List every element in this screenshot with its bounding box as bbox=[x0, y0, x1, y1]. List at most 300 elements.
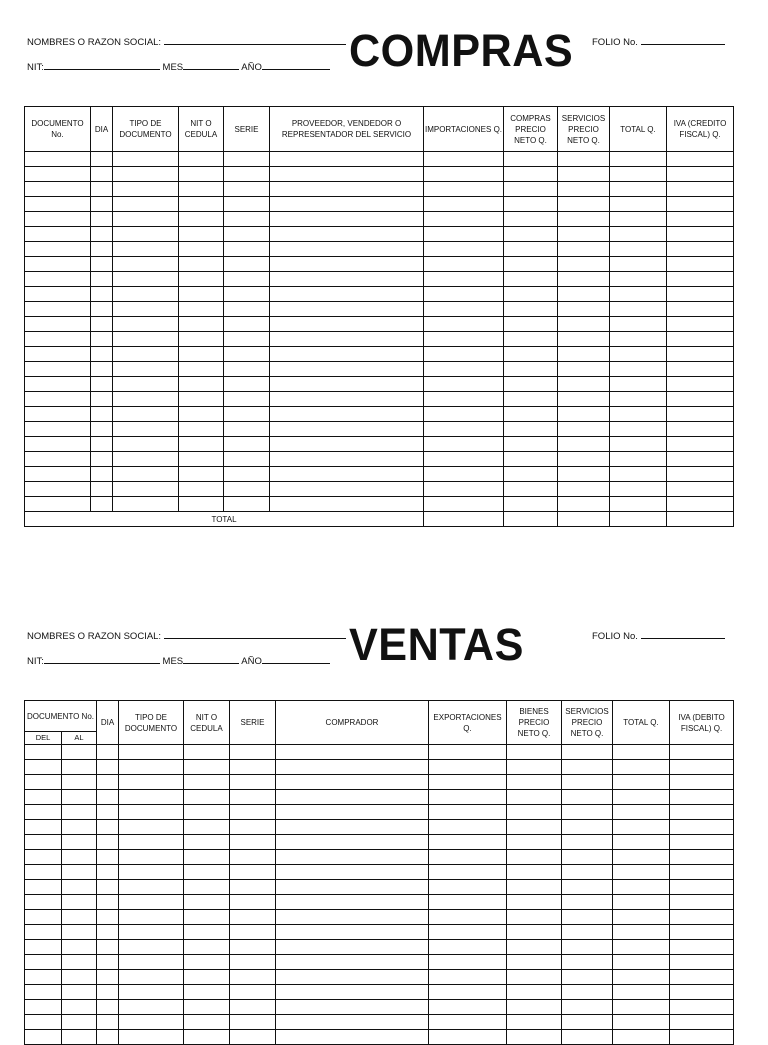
table-cell[interactable] bbox=[62, 835, 97, 850]
table-cell[interactable] bbox=[667, 392, 734, 407]
table-cell[interactable] bbox=[179, 272, 224, 287]
table-cell[interactable] bbox=[184, 865, 230, 880]
table-cell[interactable] bbox=[507, 880, 562, 895]
table-cell[interactable] bbox=[507, 895, 562, 910]
table-cell[interactable] bbox=[507, 955, 562, 970]
table-cell[interactable] bbox=[113, 197, 179, 212]
table-cell[interactable] bbox=[613, 820, 670, 835]
table-cell[interactable] bbox=[424, 212, 504, 227]
table-cell[interactable] bbox=[670, 775, 734, 790]
table-cell[interactable] bbox=[610, 242, 667, 257]
table-cell[interactable] bbox=[119, 955, 184, 970]
table-cell[interactable] bbox=[429, 940, 507, 955]
table-cell[interactable] bbox=[25, 880, 62, 895]
table-cell[interactable] bbox=[113, 377, 179, 392]
table-cell[interactable] bbox=[224, 287, 270, 302]
table-cell[interactable] bbox=[230, 835, 276, 850]
table-cell[interactable] bbox=[224, 347, 270, 362]
table-cell[interactable] bbox=[667, 227, 734, 242]
table-cell[interactable] bbox=[119, 970, 184, 985]
table-cell[interactable] bbox=[507, 775, 562, 790]
table-cell[interactable] bbox=[113, 452, 179, 467]
table-cell[interactable] bbox=[113, 332, 179, 347]
table-cell[interactable] bbox=[276, 775, 429, 790]
table-cell[interactable] bbox=[119, 1030, 184, 1045]
table-cell[interactable] bbox=[62, 880, 97, 895]
table-cell[interactable] bbox=[179, 437, 224, 452]
table-cell[interactable] bbox=[224, 407, 270, 422]
table-cell[interactable] bbox=[610, 497, 667, 512]
table-cell[interactable] bbox=[25, 865, 62, 880]
table-cell[interactable] bbox=[558, 332, 610, 347]
table-cell[interactable] bbox=[184, 895, 230, 910]
table-cell[interactable] bbox=[562, 940, 613, 955]
table-cell[interactable] bbox=[119, 865, 184, 880]
table-cell[interactable] bbox=[230, 850, 276, 865]
table-cell[interactable] bbox=[276, 955, 429, 970]
table-cell[interactable] bbox=[507, 940, 562, 955]
table-cell[interactable] bbox=[113, 362, 179, 377]
table-cell[interactable] bbox=[429, 1030, 507, 1045]
table-cell[interactable] bbox=[504, 212, 558, 227]
table-cell[interactable] bbox=[113, 347, 179, 362]
table-cell[interactable] bbox=[184, 940, 230, 955]
table-cell[interactable] bbox=[667, 152, 734, 167]
table-cell[interactable] bbox=[230, 910, 276, 925]
table-cell[interactable] bbox=[113, 242, 179, 257]
table-cell[interactable] bbox=[119, 835, 184, 850]
table-cell[interactable] bbox=[507, 1000, 562, 1015]
table-cell[interactable] bbox=[667, 257, 734, 272]
table-cell[interactable] bbox=[276, 985, 429, 1000]
table-cell[interactable] bbox=[558, 482, 610, 497]
table-cell[interactable] bbox=[184, 835, 230, 850]
table-cell[interactable] bbox=[270, 212, 424, 227]
table-cell[interactable] bbox=[610, 407, 667, 422]
table-cell[interactable] bbox=[113, 167, 179, 182]
table-cell[interactable] bbox=[179, 347, 224, 362]
table-cell[interactable] bbox=[184, 1030, 230, 1045]
table-cell[interactable] bbox=[558, 497, 610, 512]
table-cell[interactable] bbox=[610, 377, 667, 392]
total-iva-cell[interactable] bbox=[667, 512, 734, 527]
table-cell[interactable] bbox=[610, 212, 667, 227]
table-cell[interactable] bbox=[184, 925, 230, 940]
table-cell[interactable] bbox=[504, 392, 558, 407]
table-cell[interactable] bbox=[504, 422, 558, 437]
table-cell[interactable] bbox=[507, 760, 562, 775]
table-cell[interactable] bbox=[119, 820, 184, 835]
table-cell[interactable] bbox=[97, 790, 119, 805]
table-cell[interactable] bbox=[270, 302, 424, 317]
table-cell[interactable] bbox=[670, 910, 734, 925]
table-cell[interactable] bbox=[507, 925, 562, 940]
table-cell[interactable] bbox=[119, 850, 184, 865]
table-cell[interactable] bbox=[558, 302, 610, 317]
table-cell[interactable] bbox=[62, 865, 97, 880]
table-cell[interactable] bbox=[230, 985, 276, 1000]
table-cell[interactable] bbox=[667, 347, 734, 362]
table-cell[interactable] bbox=[97, 955, 119, 970]
table-cell[interactable] bbox=[230, 925, 276, 940]
table-cell[interactable] bbox=[179, 362, 224, 377]
table-cell[interactable] bbox=[25, 272, 91, 287]
table-cell[interactable] bbox=[113, 287, 179, 302]
table-cell[interactable] bbox=[230, 775, 276, 790]
table-cell[interactable] bbox=[504, 152, 558, 167]
table-cell[interactable] bbox=[270, 392, 424, 407]
table-cell[interactable] bbox=[179, 422, 224, 437]
anio-blank[interactable] bbox=[262, 654, 330, 664]
table-cell[interactable] bbox=[25, 910, 62, 925]
table-cell[interactable] bbox=[276, 805, 429, 820]
table-cell[interactable] bbox=[91, 287, 113, 302]
table-cell[interactable] bbox=[429, 1000, 507, 1015]
table-cell[interactable] bbox=[91, 197, 113, 212]
table-cell[interactable] bbox=[667, 167, 734, 182]
table-cell[interactable] bbox=[62, 805, 97, 820]
table-cell[interactable] bbox=[25, 895, 62, 910]
table-cell[interactable] bbox=[25, 407, 91, 422]
table-cell[interactable] bbox=[62, 940, 97, 955]
table-cell[interactable] bbox=[424, 197, 504, 212]
table-cell[interactable] bbox=[270, 347, 424, 362]
table-cell[interactable] bbox=[62, 820, 97, 835]
table-cell[interactable] bbox=[670, 805, 734, 820]
table-cell[interactable] bbox=[25, 212, 91, 227]
table-cell[interactable] bbox=[25, 377, 91, 392]
table-cell[interactable] bbox=[91, 497, 113, 512]
table-cell[interactable] bbox=[667, 377, 734, 392]
table-cell[interactable] bbox=[25, 805, 62, 820]
table-cell[interactable] bbox=[276, 850, 429, 865]
table-cell[interactable] bbox=[224, 482, 270, 497]
table-cell[interactable] bbox=[610, 257, 667, 272]
table-cell[interactable] bbox=[276, 790, 429, 805]
table-cell[interactable] bbox=[224, 332, 270, 347]
table-cell[interactable] bbox=[613, 865, 670, 880]
table-cell[interactable] bbox=[230, 1015, 276, 1030]
table-cell[interactable] bbox=[424, 182, 504, 197]
table-cell[interactable] bbox=[113, 227, 179, 242]
table-cell[interactable] bbox=[429, 970, 507, 985]
razon-social-blank[interactable] bbox=[164, 629, 346, 639]
table-cell[interactable] bbox=[113, 482, 179, 497]
table-cell[interactable] bbox=[113, 257, 179, 272]
table-cell[interactable] bbox=[119, 775, 184, 790]
table-cell[interactable] bbox=[91, 362, 113, 377]
table-cell[interactable] bbox=[179, 227, 224, 242]
table-cell[interactable] bbox=[562, 775, 613, 790]
table-cell[interactable] bbox=[667, 302, 734, 317]
table-cell[interactable] bbox=[184, 970, 230, 985]
table-cell[interactable] bbox=[558, 227, 610, 242]
table-cell[interactable] bbox=[224, 392, 270, 407]
table-cell[interactable] bbox=[667, 452, 734, 467]
table-cell[interactable] bbox=[91, 227, 113, 242]
table-cell[interactable] bbox=[184, 1000, 230, 1015]
table-cell[interactable] bbox=[424, 152, 504, 167]
table-cell[interactable] bbox=[230, 760, 276, 775]
table-cell[interactable] bbox=[25, 452, 91, 467]
table-cell[interactable] bbox=[25, 362, 91, 377]
table-cell[interactable] bbox=[230, 820, 276, 835]
table-cell[interactable] bbox=[97, 805, 119, 820]
table-cell[interactable] bbox=[224, 497, 270, 512]
table-cell[interactable] bbox=[610, 347, 667, 362]
table-cell[interactable] bbox=[25, 332, 91, 347]
table-cell[interactable] bbox=[113, 182, 179, 197]
mes-blank[interactable] bbox=[183, 60, 239, 70]
table-cell[interactable] bbox=[91, 302, 113, 317]
table-cell[interactable] bbox=[610, 197, 667, 212]
table-cell[interactable] bbox=[62, 790, 97, 805]
table-cell[interactable] bbox=[610, 452, 667, 467]
table-cell[interactable] bbox=[558, 272, 610, 287]
table-cell[interactable] bbox=[97, 835, 119, 850]
table-cell[interactable] bbox=[224, 422, 270, 437]
table-cell[interactable] bbox=[424, 332, 504, 347]
table-cell[interactable] bbox=[91, 167, 113, 182]
table-cell[interactable] bbox=[179, 167, 224, 182]
table-cell[interactable] bbox=[97, 985, 119, 1000]
table-cell[interactable] bbox=[610, 317, 667, 332]
table-cell[interactable] bbox=[613, 760, 670, 775]
table-cell[interactable] bbox=[558, 242, 610, 257]
table-cell[interactable] bbox=[558, 212, 610, 227]
table-cell[interactable] bbox=[113, 437, 179, 452]
table-cell[interactable] bbox=[113, 317, 179, 332]
table-cell[interactable] bbox=[224, 227, 270, 242]
table-cell[interactable] bbox=[179, 287, 224, 302]
table-cell[interactable] bbox=[670, 1030, 734, 1045]
table-cell[interactable] bbox=[613, 970, 670, 985]
table-cell[interactable] bbox=[558, 377, 610, 392]
table-cell[interactable] bbox=[613, 745, 670, 760]
table-cell[interactable] bbox=[504, 227, 558, 242]
table-cell[interactable] bbox=[25, 940, 62, 955]
table-cell[interactable] bbox=[562, 910, 613, 925]
table-cell[interactable] bbox=[613, 775, 670, 790]
table-cell[interactable] bbox=[667, 272, 734, 287]
table-cell[interactable] bbox=[504, 482, 558, 497]
table-cell[interactable] bbox=[670, 1015, 734, 1030]
table-cell[interactable] bbox=[562, 790, 613, 805]
table-cell[interactable] bbox=[429, 850, 507, 865]
table-cell[interactable] bbox=[610, 227, 667, 242]
table-cell[interactable] bbox=[429, 985, 507, 1000]
table-cell[interactable] bbox=[610, 467, 667, 482]
table-cell[interactable] bbox=[224, 362, 270, 377]
table-cell[interactable] bbox=[25, 745, 62, 760]
table-cell[interactable] bbox=[667, 212, 734, 227]
table-cell[interactable] bbox=[97, 970, 119, 985]
table-cell[interactable] bbox=[507, 865, 562, 880]
table-cell[interactable] bbox=[91, 272, 113, 287]
table-cell[interactable] bbox=[62, 745, 97, 760]
table-cell[interactable] bbox=[670, 820, 734, 835]
table-cell[interactable] bbox=[610, 332, 667, 347]
table-cell[interactable] bbox=[558, 407, 610, 422]
table-cell[interactable] bbox=[224, 152, 270, 167]
table-cell[interactable] bbox=[424, 377, 504, 392]
table-cell[interactable] bbox=[270, 482, 424, 497]
table-cell[interactable] bbox=[119, 925, 184, 940]
table-cell[interactable] bbox=[670, 925, 734, 940]
table-cell[interactable] bbox=[507, 805, 562, 820]
total-compras-cell[interactable] bbox=[504, 512, 558, 527]
table-cell[interactable] bbox=[424, 167, 504, 182]
table-cell[interactable] bbox=[270, 287, 424, 302]
table-cell[interactable] bbox=[276, 865, 429, 880]
table-cell[interactable] bbox=[558, 362, 610, 377]
table-cell[interactable] bbox=[62, 925, 97, 940]
table-cell[interactable] bbox=[91, 437, 113, 452]
table-cell[interactable] bbox=[558, 257, 610, 272]
table-cell[interactable] bbox=[119, 760, 184, 775]
table-cell[interactable] bbox=[119, 1000, 184, 1015]
nit-blank[interactable] bbox=[44, 654, 160, 664]
table-cell[interactable] bbox=[113, 272, 179, 287]
table-cell[interactable] bbox=[25, 197, 91, 212]
table-cell[interactable] bbox=[507, 1030, 562, 1045]
table-cell[interactable] bbox=[113, 467, 179, 482]
table-cell[interactable] bbox=[562, 880, 613, 895]
table-cell[interactable] bbox=[91, 347, 113, 362]
table-cell[interactable] bbox=[97, 880, 119, 895]
table-cell[interactable] bbox=[613, 910, 670, 925]
table-cell[interactable] bbox=[97, 1015, 119, 1030]
table-cell[interactable] bbox=[270, 437, 424, 452]
table-cell[interactable] bbox=[179, 257, 224, 272]
table-cell[interactable] bbox=[224, 242, 270, 257]
table-cell[interactable] bbox=[429, 820, 507, 835]
table-cell[interactable] bbox=[62, 760, 97, 775]
table-cell[interactable] bbox=[119, 910, 184, 925]
table-cell[interactable] bbox=[25, 970, 62, 985]
table-cell[interactable] bbox=[62, 955, 97, 970]
table-cell[interactable] bbox=[179, 197, 224, 212]
table-cell[interactable] bbox=[424, 497, 504, 512]
table-cell[interactable] bbox=[613, 895, 670, 910]
table-cell[interactable] bbox=[424, 272, 504, 287]
anio-blank[interactable] bbox=[262, 60, 330, 70]
table-cell[interactable] bbox=[429, 880, 507, 895]
razon-social-blank[interactable] bbox=[164, 35, 346, 45]
table-cell[interactable] bbox=[119, 895, 184, 910]
table-cell[interactable] bbox=[97, 850, 119, 865]
table-cell[interactable] bbox=[270, 272, 424, 287]
table-cell[interactable] bbox=[429, 790, 507, 805]
table-cell[interactable] bbox=[610, 422, 667, 437]
table-cell[interactable] bbox=[429, 1015, 507, 1030]
table-cell[interactable] bbox=[562, 925, 613, 940]
table-cell[interactable] bbox=[667, 467, 734, 482]
table-cell[interactable] bbox=[270, 152, 424, 167]
table-cell[interactable] bbox=[667, 287, 734, 302]
total-importaciones-cell[interactable] bbox=[424, 512, 504, 527]
table-cell[interactable] bbox=[113, 152, 179, 167]
table-cell[interactable] bbox=[610, 362, 667, 377]
table-cell[interactable] bbox=[562, 1015, 613, 1030]
table-cell[interactable] bbox=[25, 437, 91, 452]
total-total-cell[interactable] bbox=[610, 512, 667, 527]
table-cell[interactable] bbox=[562, 970, 613, 985]
table-cell[interactable] bbox=[562, 1000, 613, 1015]
table-cell[interactable] bbox=[230, 865, 276, 880]
table-cell[interactable] bbox=[558, 392, 610, 407]
table-cell[interactable] bbox=[25, 775, 62, 790]
table-cell[interactable] bbox=[25, 227, 91, 242]
table-cell[interactable] bbox=[610, 392, 667, 407]
mes-blank[interactable] bbox=[183, 654, 239, 664]
table-cell[interactable] bbox=[429, 925, 507, 940]
table-cell[interactable] bbox=[610, 272, 667, 287]
table-cell[interactable] bbox=[504, 452, 558, 467]
table-cell[interactable] bbox=[562, 745, 613, 760]
table-cell[interactable] bbox=[562, 1030, 613, 1045]
table-cell[interactable] bbox=[179, 452, 224, 467]
table-cell[interactable] bbox=[179, 317, 224, 332]
table-cell[interactable] bbox=[179, 482, 224, 497]
table-cell[interactable] bbox=[504, 287, 558, 302]
table-cell[interactable] bbox=[224, 182, 270, 197]
table-cell[interactable] bbox=[62, 970, 97, 985]
table-cell[interactable] bbox=[276, 970, 429, 985]
table-cell[interactable] bbox=[670, 985, 734, 1000]
table-cell[interactable] bbox=[424, 317, 504, 332]
table-cell[interactable] bbox=[610, 182, 667, 197]
table-cell[interactable] bbox=[613, 940, 670, 955]
table-cell[interactable] bbox=[91, 392, 113, 407]
table-cell[interactable] bbox=[504, 272, 558, 287]
table-cell[interactable] bbox=[184, 805, 230, 820]
table-cell[interactable] bbox=[25, 152, 91, 167]
table-cell[interactable] bbox=[504, 182, 558, 197]
table-cell[interactable] bbox=[119, 940, 184, 955]
table-cell[interactable] bbox=[670, 865, 734, 880]
table-cell[interactable] bbox=[224, 437, 270, 452]
table-cell[interactable] bbox=[224, 467, 270, 482]
table-cell[interactable] bbox=[119, 1015, 184, 1030]
table-cell[interactable] bbox=[670, 760, 734, 775]
table-cell[interactable] bbox=[558, 182, 610, 197]
table-cell[interactable] bbox=[613, 1030, 670, 1045]
table-cell[interactable] bbox=[613, 925, 670, 940]
table-cell[interactable] bbox=[25, 1030, 62, 1045]
table-cell[interactable] bbox=[119, 985, 184, 1000]
table-cell[interactable] bbox=[429, 895, 507, 910]
table-cell[interactable] bbox=[25, 467, 91, 482]
table-cell[interactable] bbox=[91, 257, 113, 272]
table-cell[interactable] bbox=[429, 775, 507, 790]
table-cell[interactable] bbox=[610, 437, 667, 452]
table-cell[interactable] bbox=[230, 880, 276, 895]
table-cell[interactable] bbox=[667, 482, 734, 497]
folio-blank[interactable] bbox=[641, 629, 725, 639]
table-cell[interactable] bbox=[670, 880, 734, 895]
table-cell[interactable] bbox=[184, 760, 230, 775]
table-cell[interactable] bbox=[184, 985, 230, 1000]
table-cell[interactable] bbox=[558, 167, 610, 182]
table-cell[interactable] bbox=[558, 347, 610, 362]
table-cell[interactable] bbox=[670, 895, 734, 910]
table-cell[interactable] bbox=[62, 985, 97, 1000]
table-cell[interactable] bbox=[97, 940, 119, 955]
table-cell[interactable] bbox=[558, 197, 610, 212]
table-cell[interactable] bbox=[179, 497, 224, 512]
table-cell[interactable] bbox=[179, 152, 224, 167]
